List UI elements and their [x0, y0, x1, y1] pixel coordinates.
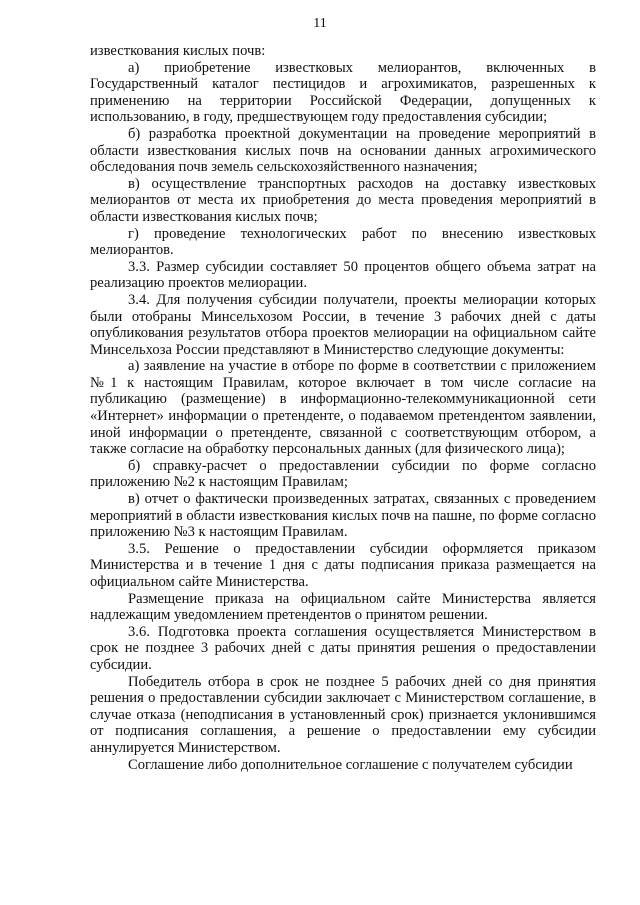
paragraph-winner-agreement: Победитель отбора в срок не позднее 5 рабочих дней со дня принятия решения о предоставлении субсидии заключает с Министерством соглашение, в случае отказа (неподписания в установленный срок) признается уклонившимся от подписания соглашения, а решение о предоставлении ему субсидии аннулируется Министерством.	[90, 673, 596, 756]
paragraph-item-v-transport: в) осуществление транспортных расходов на доставку известковых мелиорантов от места их приобретения до места проведения мероприятий в области известкования кислых почв;	[90, 175, 596, 225]
paragraph-doc-v-report: в) отчет о фактически произведенных затратах, связанных с проведением мероприятий в области известкования кислых почв на пашне, по форме согласно приложению №3 к настоящим Правилам.	[90, 491, 596, 541]
paragraph-agreement-continued: Соглашение либо дополнительное соглашение с получателем субсидии	[128, 756, 573, 773]
page-number: 11	[313, 16, 327, 31]
document-body	[90, 43, 596, 773]
paragraph-3-5: 3.5. Решение о предоставлении субсидии оформляется приказом Министерства и в течение 1 дня с даты подписания приказа размещается на официальном сайте Министерства.	[90, 540, 596, 590]
paragraph-3-3: 3.3. Размер субсидии составляет 50 процентов общего объема затрат на реализацию проектов мелиорации.	[90, 258, 596, 292]
paragraph-order-publication: Размещение приказа на официальном сайте Министерства является надлежащим уведомлением претендентов о принятом решении.	[90, 590, 596, 624]
paragraph-item-b-design: б) разработка проектной документации на проведение мероприятий в области известкования кислых почв на основании данных агрохимического обследования почв земель сельскохозяйственного назначения;	[90, 125, 596, 176]
paragraph-3-6: 3.6. Подготовка проекта соглашения осуществляется Министерством в срок не позднее 3 рабочих дней с даты принятия решения о предоставлении субсидии.	[90, 623, 596, 673]
paragraph-liming-intro: известкования кислых почв:	[90, 43, 266, 59]
paragraph-item-a-purchase: а) приобретение известковых мелиорантов, включенных в Государственный каталог пестицидов и агрохимикатов, разрешенных к применению на территории Российской Федерации, допущенных к использованию, в году, предшествующем году предоставления субсидии;	[90, 59, 596, 126]
paragraph-3-4: 3.4. Для получения субсидии получатели, проекты мелиорации которых были отобраны Минсельхозом России, в течение 3 рабочих дней с даты опубликования результатов отбора проектов мелиорации на официальном сайте Минсельхоза России представляют в Министерство следующие документы:	[90, 291, 596, 358]
paragraph-doc-a-application: а) заявление на участие в отборе по форме в соответствии с приложением №1 к настоящим Правилам, которое включает в том числе согласие на публикацию (размещение) в информационно-телекоммуникационной сети «Интернет» информации о претенденте, о подаваемом претендентом заявлении, иной информации о претенденте, связанной с соответствующим отбором, а также согласие на обработку персональных данных (для физического лица);	[90, 358, 596, 458]
paragraph-doc-b-calculation: б) справку-расчет о предоставлении субсидии по форме согласно приложению №2 к настоящим Правилам;	[90, 457, 596, 491]
paragraph-item-g-works: г) проведение технологических работ по внесению известковых мелиорантов.	[90, 225, 596, 259]
